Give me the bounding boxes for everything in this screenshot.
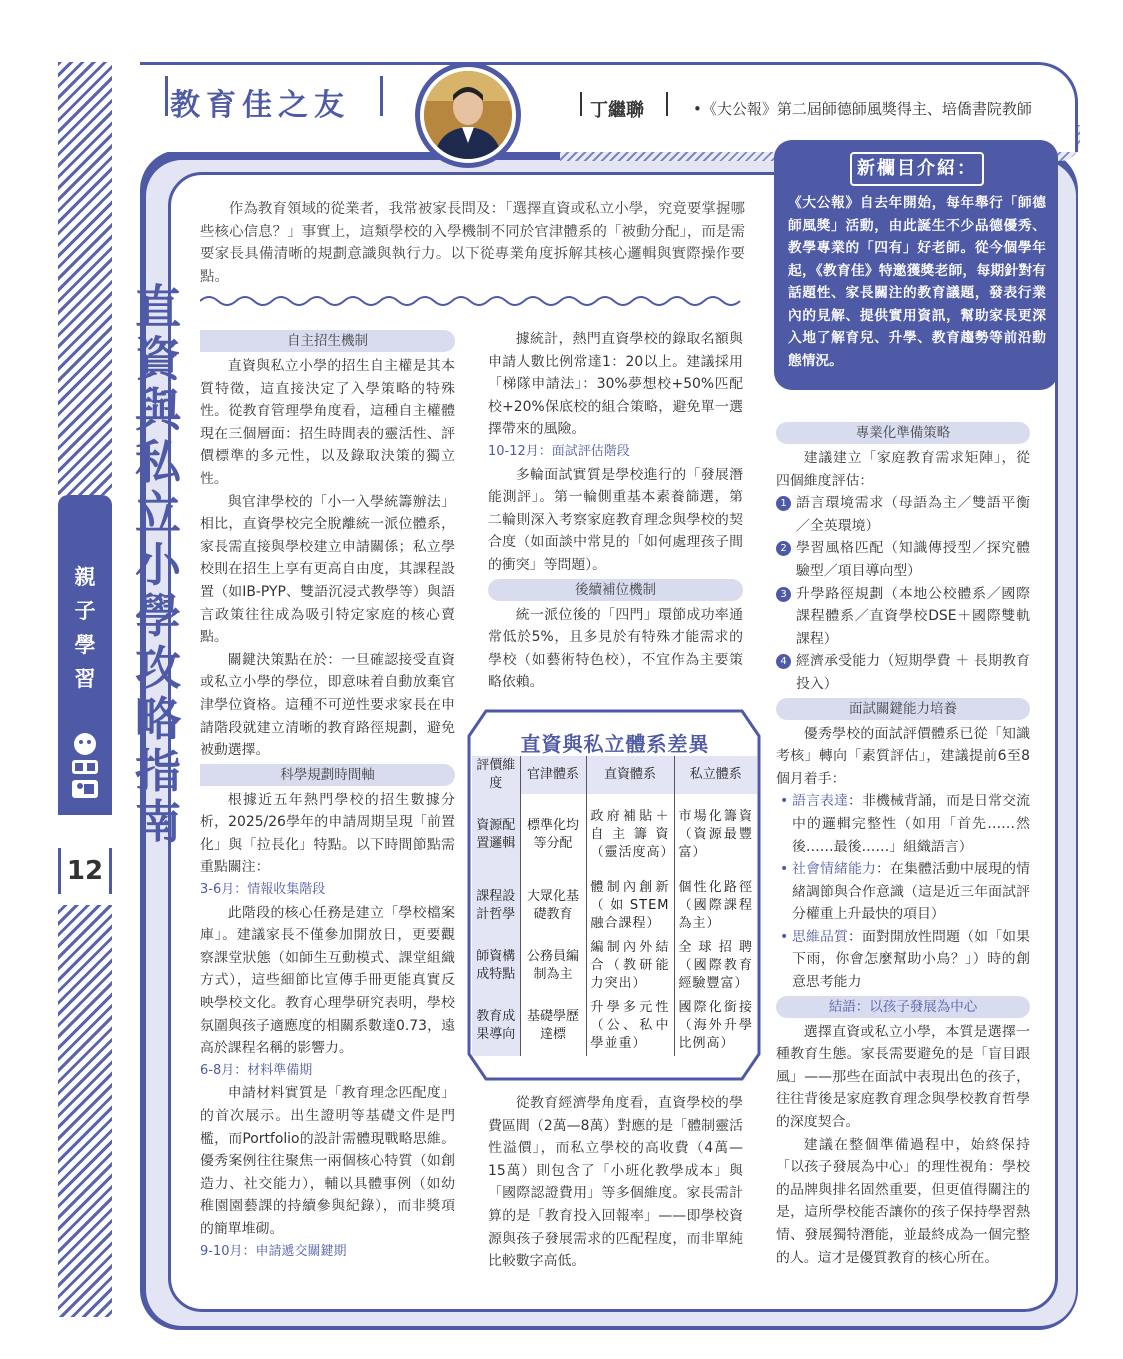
family-reading-icon bbox=[68, 730, 102, 802]
table-cell: 編制內外結合（教研能力突出） bbox=[586, 936, 674, 996]
bullet-text: ：在集體活動中展現的情緒調節與合作意識（這是近三年面試評分權重上升最快的項目） bbox=[792, 861, 1030, 923]
table-header-cell: 私立體系 bbox=[674, 756, 757, 794]
section-heading: 科學規劃時間軸 bbox=[200, 764, 455, 786]
sub-heading: 3-6月：情報收集階段 bbox=[200, 882, 326, 898]
paragraph: 建議在整個準備過程中，始終保持「以孩子發展為中心」的理性視角：學校的品牌與排名固然重要，但更值得關注的是，這所學校能否讓你的孩子保持學習熱情、發展獨特潛能，並最終成為一個完整的人。這才是優質教育的核心所在。 bbox=[776, 1136, 1030, 1266]
article-title: 直資與私立小學攻略指南 bbox=[135, 280, 181, 849]
paragraph: 多輪面試實質是學校進行的「發展潛能測評」。第一輪側重基本素養篩選，第二輪則深入考察家庭教育理念與學校的契合度（如面談中常見的「如何處理孩子間的衝突」等問題）。 bbox=[488, 466, 743, 573]
list-item bbox=[776, 790, 1030, 858]
header-divider bbox=[380, 76, 383, 116]
bullet-icon: • bbox=[780, 793, 789, 810]
paragraph: 優秀學校的面試評價體系已從「知識考核」轉向「素質評估」，建議提前6至8個月着手： bbox=[776, 725, 1030, 787]
paragraph: 此階段的核心任務是建立「學校檔案庫」。建議家長不僅參加開放日，更要觀察課堂狀態（如師生互動模式、課堂組織方式），這些細節比宣傳手冊更能真實反映學校文化。教育心理學研究表明，學校氛圍與孩子適應度的相關系數達0.73，遠高於課程名稱的影響力。 bbox=[200, 904, 455, 1057]
table-cell: 教育成果導向 bbox=[472, 996, 520, 1056]
table-cell: 資源配置邏輯 bbox=[472, 794, 520, 876]
column-1 bbox=[200, 328, 455, 1263]
paragraph: 關鍵決策點在於：一旦確認接受直資或私立小學的學位，即意味着自動放棄官津學位資格。這種不可逆性要求家長在申請階段就建立清晰的教育路徑規劃，避免被動選擇。 bbox=[200, 651, 455, 759]
paragraph: 統一派位後的「四門」環節成功率通常低於5%，且多見於有特殊才能需求的學校（如藝術特色校），不宜作為主要策略依賴。 bbox=[488, 606, 743, 691]
column-3 bbox=[776, 420, 1030, 1269]
bullet-keyword: 語言表達 bbox=[792, 793, 849, 810]
bullet-icon: • bbox=[780, 861, 789, 878]
paragraph: 與官津學校的「小一入學統籌辦法」相比，直資學校完全脫離統一派位體系，家長需直接與學校建立申請關係；私立學校則在招生上享有更高自由度，其課程設置（如IB-PYP、雙語沉浸式教學等）與語言政策往往成為吸引特定家庭的核心賣點。 bbox=[200, 493, 455, 646]
bullet-text: ：面對開放性問題（如「如果下雨，你會怎麼幫助小鳥？」）時的創意思考能力 bbox=[792, 928, 1030, 991]
table-cell: 市場化籌資（資源最豐富） bbox=[674, 794, 757, 876]
author-divider bbox=[666, 92, 668, 116]
column-2 bbox=[488, 328, 743, 694]
section-heading: 自主招生機制 bbox=[200, 330, 455, 352]
side-char: 親 子 學 習 bbox=[74, 565, 96, 691]
paragraph: 申請材料實質是「教育理念匹配度」的首次展示。出生證明等基礎文件是門檻，而Portfolio的設計需體現戰略思維。優秀案例往往聚焦一兩個核心特質（如創造力、社交能力），輔以具體事例（如幼稚園園藝課的持續參與紀錄），而非獎項的簡單堆砌。 bbox=[200, 1085, 455, 1237]
comparison-table bbox=[472, 756, 757, 1056]
bullet-text: ：非機械背誦，而是日常交流中的邏輯完整性（如用「首先……然後……最後……」組織語言） bbox=[792, 793, 1030, 855]
bullet-keyword: 社會情緒能力 bbox=[792, 861, 877, 878]
table-header-row bbox=[472, 756, 757, 794]
table-cell: 大眾化基礎教育 bbox=[520, 876, 586, 936]
table-cell: 升學多元性（公、私中學並重） bbox=[586, 996, 674, 1056]
author-name: 丁繼聯 bbox=[590, 100, 644, 121]
table-cell: 基礎學歷達標 bbox=[520, 996, 586, 1056]
paragraph: 從教育經濟學角度看，直資學校的學費區間（2萬—8萬）對應的是「體制靈活性溢價」，而私立學校的高收費（4萬—15萬）則包含了「小班化教學成本」與「國際認證費用」等多個維度。家長需計算的是「教育投入回報率」——即學校資源與孩子發展需求的匹配程度，而非單純比較數字高低。 bbox=[488, 1095, 743, 1270]
table-row bbox=[472, 876, 757, 936]
table-title: 直資與私立體系差異 bbox=[520, 732, 710, 756]
table-cell: 政府補貼＋自主籌資（靈活度高） bbox=[586, 794, 674, 876]
table-cell: 標準化均等分配 bbox=[520, 794, 586, 876]
list-number: 3 bbox=[776, 587, 791, 602]
paragraph: 直資與私立小學的招生自主權是其本質特徵，這直接決定了入學策略的特殊性。從教育管理學角度看，這種自主權體現在三個層面：招生時間表的靈活性、評價標準的多元性，以及錄取決策的獨立性。 bbox=[200, 358, 455, 487]
author-credentials: •《大公報》第二屆師德師風獎得主、培僑書院教師 bbox=[693, 100, 1032, 118]
section-heading: 後續補位機制 bbox=[488, 579, 743, 601]
page-number: 12 bbox=[58, 848, 112, 894]
list-item-text: 學習風格匹配（知識傳授型／探究體驗型／項目導向型） bbox=[796, 540, 1030, 579]
table-cell: 個性化路徑（國際課程為主） bbox=[674, 876, 757, 936]
numbered-list bbox=[776, 492, 1030, 695]
list-item bbox=[776, 858, 1030, 926]
paragraph: 選擇直資或私立小學，本質是選擇一種教育生態。家長需要避免的是「盲目跟風」——那些在面試中表現出色的孩子，往往背後是家庭教育理念與學校教育哲學的深度契合。 bbox=[776, 1023, 1030, 1131]
list-number: 2 bbox=[776, 541, 791, 556]
section-heading: 結語：以孩子發展為中心 bbox=[776, 996, 1030, 1018]
sub-heading: 10-12月：面試評估階段 bbox=[488, 443, 630, 459]
table-row bbox=[472, 996, 757, 1056]
table-cell: 全球招聘（國際教育經驗豐富） bbox=[674, 936, 757, 996]
table-row bbox=[472, 794, 757, 876]
side-section-label bbox=[58, 560, 112, 696]
list-number: 1 bbox=[776, 496, 791, 511]
list-item bbox=[776, 650, 1030, 695]
author-avatar bbox=[424, 71, 512, 159]
section-heading: 面試關鍵能力培養 bbox=[776, 698, 1030, 720]
list-item-text: 升學路徑規劃（本地公校體系／國際課程體系／直資學校DSE＋國際雙軌課程） bbox=[796, 585, 1030, 647]
sub-heading: 9-10月：申請遞交關鍵期 bbox=[200, 1243, 347, 1259]
paragraph: 建議建立「家庭教育需求矩陣」，從四個維度評估： bbox=[776, 450, 1030, 489]
list-item-text: 經濟承受能力（短期學費 ＋ 長期教育投入） bbox=[796, 653, 1030, 692]
lead-text: 作為教育領域的從業者，我常被家長問及：「選擇直資或私立小學，究竟要掌握哪些核心信息？」事實上，這類學校的入學機制不同於官津體系的「被動分配」，而是需要家長具備清晰的規劃意識與執行力。以下從專業角度拆解其核心邏輯與實際操作要點。 bbox=[200, 201, 745, 285]
bullet-keyword: 思維品質 bbox=[792, 928, 849, 945]
list-item-text: 語言環境需求（母語為主／雙語平衡／全英環境） bbox=[796, 495, 1030, 534]
list-item bbox=[776, 926, 1030, 994]
table-cell: 體制內創新（如STEM融合課程） bbox=[586, 876, 674, 936]
table-cell: 課程設計哲學 bbox=[472, 876, 520, 936]
table-header-cell: 官津體系 bbox=[520, 756, 586, 794]
bullet-icon: • bbox=[780, 928, 789, 945]
table-cell: 師資構成特點 bbox=[472, 936, 520, 996]
header-divider bbox=[165, 76, 168, 116]
list-number: 4 bbox=[776, 654, 791, 669]
lead-paragraph bbox=[200, 198, 745, 288]
author-divider bbox=[580, 92, 582, 116]
column-name: 教育佳之友 bbox=[170, 88, 350, 123]
table-header-cell: 評價維度 bbox=[472, 756, 520, 794]
list-item bbox=[776, 537, 1030, 582]
section-heading: 專業化準備策略 bbox=[776, 422, 1030, 444]
list-item bbox=[776, 583, 1030, 651]
sub-heading: 6-8月：材料準備期 bbox=[200, 1062, 313, 1078]
table-cell: 公務員編制為主 bbox=[520, 936, 586, 996]
author-portrait-icon bbox=[424, 71, 512, 159]
wave-divider bbox=[200, 292, 745, 310]
intro-box-title: 新欄目介紹： bbox=[850, 152, 984, 186]
list-item bbox=[776, 492, 1030, 537]
paragraph: 據統計，熱門直資學校的錄取名額與申請人數比例常達1：20以上。建議採用「梯隊申請法」：30%夢想校+50%匹配校+20%保底校的組合策略，避免單一選擇帶來的風險。 bbox=[488, 331, 743, 438]
table-row bbox=[472, 936, 757, 996]
intro-box-text: 《大公報》自去年開始，每年舉行「師德師風獎」活動，由此誕生不少品德優秀、教學專業的「四有」好老師。從今個學年起，《教育佳》特邀獲獎老師，每期針對有話題性、家長關注的教育議題，發表行業內的見解、提供實用資訊，幫助家長更深入地了解育兒、升學、教育趨勢等前沿動態情況。 bbox=[788, 195, 1046, 369]
bullet-list bbox=[776, 790, 1030, 993]
column-2-bottom bbox=[488, 1092, 743, 1273]
table-header-cell: 直資體系 bbox=[586, 756, 674, 794]
paragraph: 根據近五年熱門學校的招生數據分析，2025/26學年的申請周期呈現「前置化」與「拉長化」特點。以下時間節點需重點關注： bbox=[200, 791, 455, 876]
table-cell: 國際化銜接（海外升學比例高） bbox=[674, 996, 757, 1056]
